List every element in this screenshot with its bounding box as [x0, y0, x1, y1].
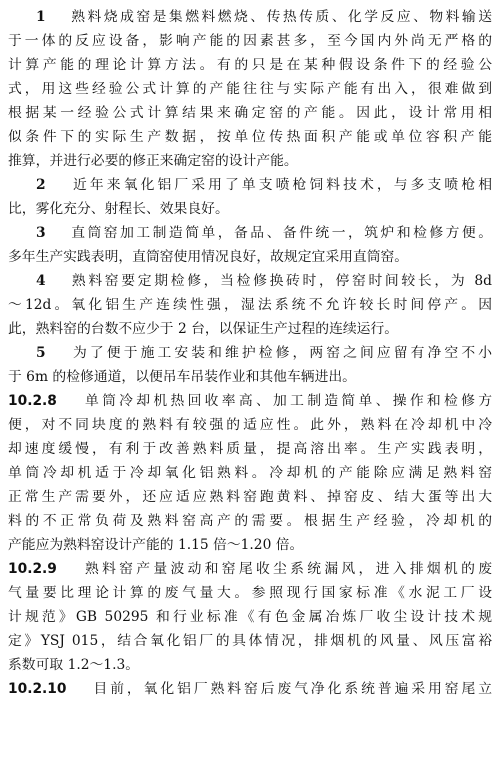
paragraph-4-line-1 — [8, 269, 492, 293]
section-10-2-9-line-2: 气量要比理论计算的废气量大。参照现行国家标准《水泥工厂设 — [8, 585, 492, 601]
section-10-2-8-line-6: 料的不正常负荷及熟料窑高产的需要。根据生产经验，冷却机的 — [8, 513, 492, 529]
text: 直筒窑加工制造简单，备品、备件统一，筑炉和检修方便。 — [71, 225, 492, 241]
item-number: 2 — [36, 177, 46, 193]
section-10-2-8-line-1 — [8, 389, 492, 413]
text: 熟料窑产量波动和窑尾收尘系统漏风，进入排烟机的废 — [84, 561, 492, 577]
section-10-2-9-line-5: 系数可取 1.2～1.3。 — [8, 657, 140, 673]
paragraph-3-line-2: 多年生产实践表明，直筒窑使用情况良好，故规定宜采用直筒窑。 — [8, 249, 409, 265]
section-10-2-8-line-2: 便，对不同块度的熟料有较强的适应性。此外，熟料在冷却机中冷 — [8, 417, 492, 433]
paragraph-1-line-6: 似条件下的实际生产数据，按单位传热面积产能或单位容积产能 — [8, 129, 492, 145]
section-number: 10.2.8 — [8, 393, 57, 409]
section-10-2-8-line-4: 单筒冷却机适于冷却氧化铝熟料。冷却机的产能除应满足熟料窑 — [8, 465, 492, 481]
text: 单筒冷却机热回收率高、加工制造简单、操作和检修方 — [84, 393, 492, 409]
section-10-2-9-line-4: 定》YSJ 015，结合氧化铝厂的具体情况，排烟机的风量、风压富裕 — [8, 633, 492, 649]
section-number: 10.2.9 — [8, 561, 57, 577]
paragraph-1-line-7: 推算，并进行必要的修正来确定窑的设计产能。 — [8, 153, 298, 169]
text: 目前，氧化铝厂熟料窑后废气净化系统普遍采用窑尾立 — [93, 681, 492, 697]
text: 熟料窑要定期检修，当检修换砖时，停窑时间较长，为 8d — [71, 273, 492, 289]
paragraph-3-line-1 — [8, 221, 492, 245]
section-10-2-8-line-3: 却速度缓慢，有利于改善熟料质量，提高溶出率。生产实践表明， — [8, 441, 492, 457]
text: 为了便于施工安装和维护检修，两窑之间应留有净空不小 — [73, 345, 492, 361]
text: 近年来氧化铝厂采用了单支喷枪饲料技术，与多支喷枪相 — [73, 177, 492, 193]
section-10-2-9-line-3: 计规范》GB 50295 和行业标准《有色金属冶炼厂收尘设计技术规 — [8, 609, 492, 625]
item-number: 5 — [36, 345, 46, 361]
paragraph-5-line-2: 于 6m 的检修通道，以便吊车吊装作业和其他车辆进出。 — [8, 369, 356, 385]
section-10-2-9-line-1 — [8, 557, 492, 581]
paragraph-1-line-3: 计算产能的理论计算方法。有的只是在某种假设条件下的经验公 — [8, 57, 492, 73]
section-10-2-8-line-7: 产能应为熟料窑设计产能的 1.15 倍～1.20 倍。 — [8, 537, 304, 553]
paragraph-4-line-2: ～12d。氧化铝生产连续性强，湿法系统不允许较长时间停产。因 — [8, 297, 492, 313]
item-number: 1 — [36, 9, 46, 25]
text: 熟料烧成窑是集燃料燃烧、传热传质、化学反应、物料输送 — [71, 9, 492, 25]
item-number: 4 — [36, 273, 46, 289]
item-number: 3 — [36, 225, 46, 241]
paragraph-1-line-2: 于一体的反应设备，影响产能的因素甚多，至今国内外尚无严格的 — [8, 33, 492, 49]
paragraph-2-line-2: 比，雾化充分、射程长、效果良好。 — [8, 201, 229, 217]
paragraph-5-line-1 — [8, 341, 492, 365]
section-10-2-10-line-1 — [8, 677, 492, 701]
paragraph-2-line-1 — [8, 173, 492, 197]
section-10-2-8-line-5: 正常生产需要外，还应适应熟料窑跑黄料、掉窑皮、结大蛋等出大 — [8, 489, 492, 505]
paragraph-1-line-5: 根据某一经验公式计算结果来确定窑的产能。因此，设计常用相 — [8, 105, 492, 121]
section-number: 10.2.10 — [8, 681, 67, 697]
paragraph-1-line-1 — [8, 5, 492, 29]
paragraph-4-line-3: 此，熟料窑的台数不应少于 2 台，以保证生产过程的连续运行。 — [8, 321, 399, 337]
paragraph-1-line-4: 式，用这些经验公式计算的产能往往与实际产能有出入，很难做到 — [8, 81, 492, 97]
